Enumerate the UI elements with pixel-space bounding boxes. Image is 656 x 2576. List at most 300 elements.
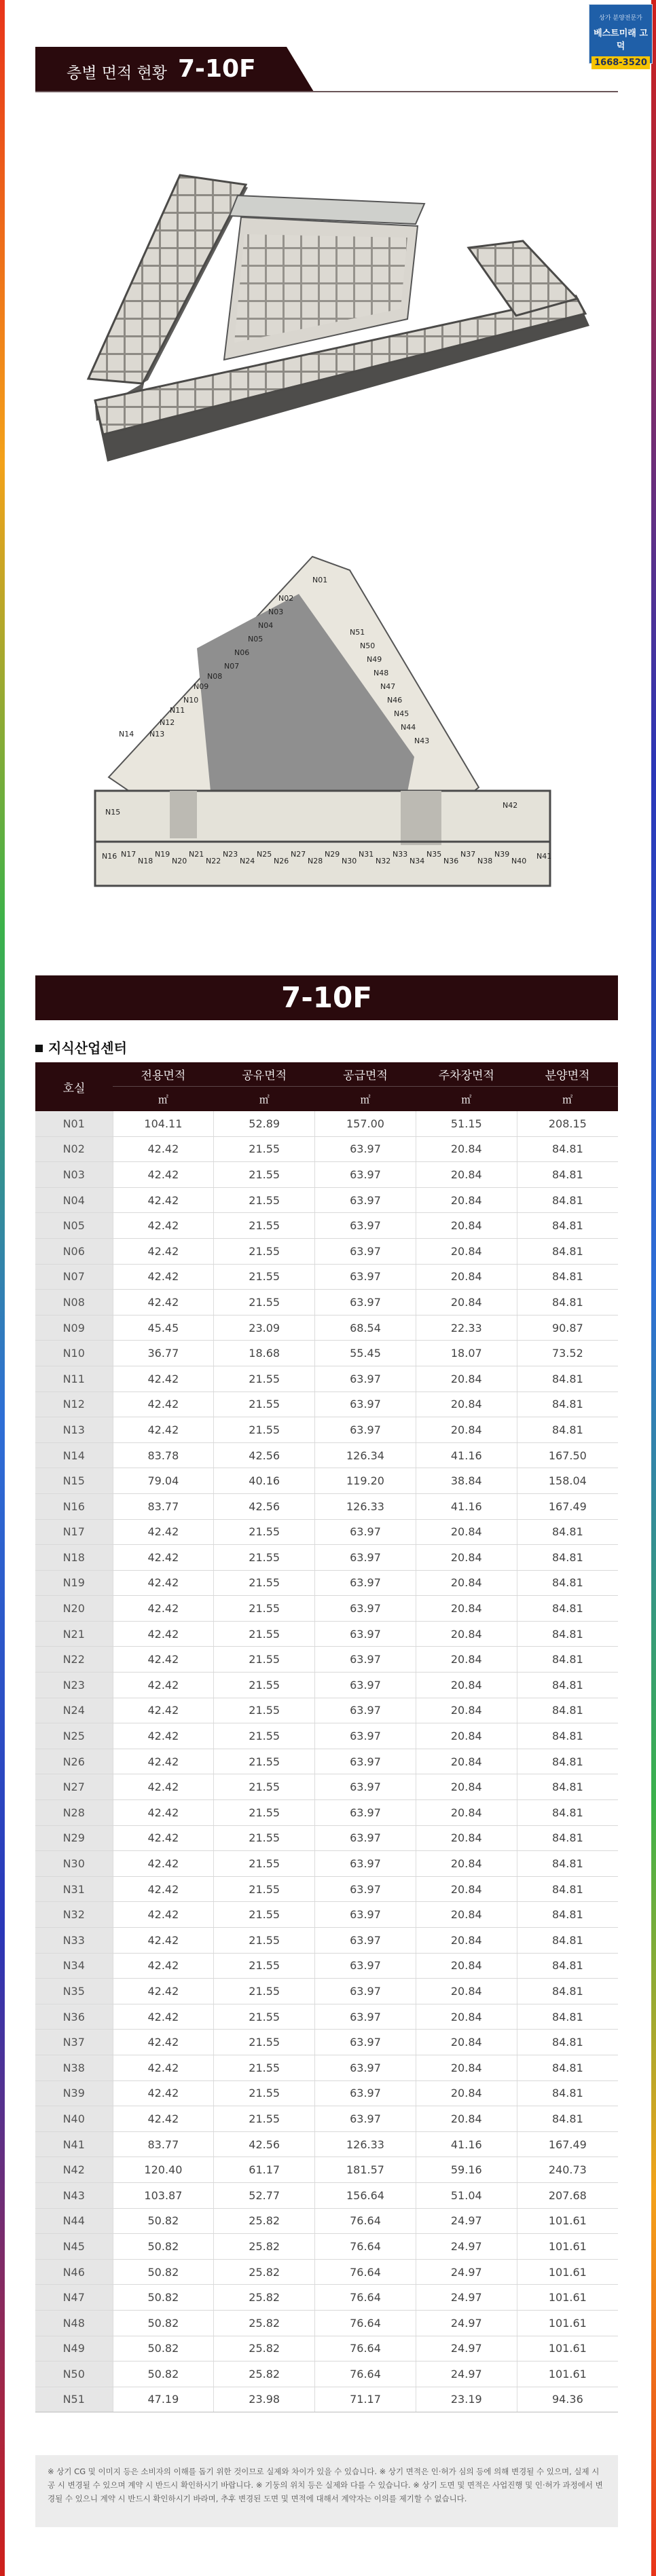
area-cell: 63.97	[315, 1749, 416, 1774]
area-cell: 52.77	[214, 2182, 315, 2208]
area-cell: 84.81	[517, 1851, 618, 1877]
plan-unit-label: N32	[376, 857, 391, 865]
area-cell: 240.73	[517, 2157, 618, 2183]
plan-unit-label: N42	[503, 801, 518, 810]
plan-unit-label: N36	[443, 857, 459, 865]
area-cell: 101.61	[517, 2336, 618, 2362]
disclaimer-box	[35, 2455, 618, 2527]
area-cell: 50.82	[113, 2234, 214, 2260]
table-row	[35, 1162, 618, 1188]
area-cell: 84.81	[517, 1366, 618, 1392]
area-cell: 63.97	[315, 2055, 416, 2080]
area-cell: 20.84	[416, 1621, 517, 1647]
area-cell: 84.81	[517, 1774, 618, 1800]
col-supply: 공급면적	[315, 1062, 416, 1087]
area-cell: 24.97	[416, 2208, 517, 2234]
area-cell: 84.81	[517, 1519, 618, 1545]
area-cell: 42.42	[113, 1673, 214, 1698]
area-cell: 84.81	[517, 2030, 618, 2055]
area-cell: 208.15	[517, 1111, 618, 1136]
area-cell: 84.81	[517, 1136, 618, 1162]
table-row	[35, 1493, 618, 1519]
area-cell: 20.84	[416, 1902, 517, 1928]
room-cell: N47	[35, 2285, 113, 2311]
area-cell: 40.16	[214, 1468, 315, 1494]
area-cell: 21.55	[214, 1545, 315, 1571]
area-cell: 42.42	[113, 1417, 214, 1443]
plan-core-left	[170, 791, 197, 838]
disclaimer-text: ※ 상기 CG 및 이미지 등은 소비자의 이해를 돕기 위한 것이므로 실제와 차이가 있을 수 있습니다. ※ 상기 면적은 인·허가 심의 등에 의해 변경될 수 있으며, 실제 시공 시 변경될 수 있으며 계약 시 반드시 확인하시기 바랍니다. ※ 기둥의 위치 등은 실제와 다를 수 있습니다. ※ 상기 도면 및 면적은 사업진행 및 인·허가 과정에서 변경될 수 있으니 계약 시 반드시 확인하시기 바라며, 추후 변경된 도면 및 면적에 대해서 계약자는 이의를 제기할 수 없습니다.	[48, 2467, 603, 2503]
area-cell: 84.81	[517, 1825, 618, 1851]
area-cell: 20.84	[416, 1545, 517, 1571]
table-row	[35, 1774, 618, 1800]
area-cell: 42.42	[113, 1238, 214, 1264]
area-cell: 63.97	[315, 1290, 416, 1315]
room-cell: N19	[35, 1570, 113, 1596]
table-row	[35, 2234, 618, 2260]
area-cell: 167.49	[517, 1493, 618, 1519]
unit-cell: ㎡	[214, 1087, 315, 1112]
floor-plan	[0, 0, 656, 923]
area-cell: 24.97	[416, 2336, 517, 2362]
area-cell: 42.42	[113, 1290, 214, 1315]
room-cell: N31	[35, 1876, 113, 1902]
area-cell: 42.42	[113, 1187, 214, 1213]
room-cell: N27	[35, 1774, 113, 1800]
room-cell: N49	[35, 2336, 113, 2362]
area-table	[35, 1062, 618, 2412]
area-cell: 42.42	[113, 2004, 214, 2030]
area-cell: 21.55	[214, 2030, 315, 2055]
room-cell: N39	[35, 2080, 113, 2106]
area-cell: 20.84	[416, 1876, 517, 1902]
room-cell: N33	[35, 1928, 113, 1954]
area-cell: 63.97	[315, 1136, 416, 1162]
plan-unit-label: N16	[102, 852, 117, 861]
area-cell: 51.15	[416, 1111, 517, 1136]
room-cell: N18	[35, 1545, 113, 1571]
plan-unit-label: N17	[121, 850, 136, 859]
area-cell: 20.84	[416, 1392, 517, 1417]
room-cell: N24	[35, 1698, 113, 1723]
room-cell: N08	[35, 1290, 113, 1315]
room-cell: N35	[35, 1979, 113, 2004]
area-cell: 63.97	[315, 1596, 416, 1622]
area-cell: 101.61	[517, 2208, 618, 2234]
table-row	[35, 1596, 618, 1622]
area-cell: 42.42	[113, 1979, 214, 2004]
room-cell: N20	[35, 1596, 113, 1622]
area-cell: 90.87	[517, 1315, 618, 1341]
area-cell: 126.33	[315, 1493, 416, 1519]
area-cell: 21.55	[214, 1366, 315, 1392]
area-cell: 21.55	[214, 2004, 315, 2030]
room-cell: N25	[35, 1723, 113, 1749]
room-cell: N06	[35, 1238, 113, 1264]
area-cell: 42.56	[214, 1442, 315, 1468]
table-row	[35, 2131, 618, 2157]
area-cell: 24.97	[416, 2362, 517, 2387]
area-cell: 50.82	[113, 2362, 214, 2387]
area-cell: 63.97	[315, 1953, 416, 1979]
area-cell: 21.55	[214, 1979, 315, 2004]
area-cell: 23.19	[416, 2387, 517, 2412]
area-cell: 20.84	[416, 1953, 517, 1979]
area-cell: 20.84	[416, 1749, 517, 1774]
table-row	[35, 1366, 618, 1392]
area-cell: 84.81	[517, 1800, 618, 1826]
plan-unit-label: N13	[149, 730, 165, 739]
plan-unit-label: N23	[223, 850, 238, 859]
badge-tagline: 상가 분양전문가	[599, 15, 642, 22]
area-cell: 42.42	[113, 1136, 214, 1162]
area-cell: 63.97	[315, 1979, 416, 2004]
room-cell: N41	[35, 2131, 113, 2157]
area-cell: 126.33	[315, 2131, 416, 2157]
room-cell: N45	[35, 2234, 113, 2260]
area-cell: 21.55	[214, 1723, 315, 1749]
area-cell: 63.97	[315, 1928, 416, 1954]
table-row	[35, 2387, 618, 2412]
area-cell: 20.84	[416, 1928, 517, 1954]
table-row	[35, 1111, 618, 1136]
plan-unit-label: N33	[393, 850, 408, 859]
area-cell: 21.55	[214, 1392, 315, 1417]
table-row	[35, 2106, 618, 2132]
badge-phone: 1668-3520	[591, 56, 650, 69]
room-cell: N07	[35, 1264, 113, 1290]
area-cell: 25.82	[214, 2208, 315, 2234]
area-table-body	[35, 1111, 618, 2412]
room-cell: N46	[35, 2259, 113, 2285]
table-row	[35, 1264, 618, 1290]
area-cell: 52.89	[214, 1111, 315, 1136]
room-cell: N42	[35, 2157, 113, 2183]
area-cell: 42.42	[113, 1723, 214, 1749]
area-cell: 84.81	[517, 1979, 618, 2004]
area-cell: 41.16	[416, 2131, 517, 2157]
table-row	[35, 2004, 618, 2030]
area-cell: 84.81	[517, 1698, 618, 1723]
area-cell: 21.55	[214, 1264, 315, 1290]
room-cell: N29	[35, 1825, 113, 1851]
area-cell: 36.77	[113, 1341, 214, 1366]
area-cell: 157.00	[315, 1111, 416, 1136]
area-cell: 103.87	[113, 2182, 214, 2208]
table-row	[35, 1213, 618, 1239]
area-cell: 63.97	[315, 2106, 416, 2132]
table-title: 지식산업센터	[35, 1037, 127, 1057]
col-room: 호실	[35, 1062, 113, 1111]
area-cell: 63.97	[315, 1774, 416, 1800]
table-row	[35, 1953, 618, 1979]
area-cell: 41.16	[416, 1493, 517, 1519]
plan-unit-label: N07	[224, 662, 240, 671]
area-cell: 18.07	[416, 1341, 517, 1366]
room-cell: N17	[35, 1519, 113, 1545]
plan-unit-label: N35	[426, 850, 442, 859]
area-cell: 84.81	[517, 1596, 618, 1622]
room-cell: N10	[35, 1341, 113, 1366]
area-cell: 25.82	[214, 2310, 315, 2336]
area-cell: 84.81	[517, 1162, 618, 1188]
area-cell: 50.82	[113, 2336, 214, 2362]
plan-unit-label: N29	[325, 850, 340, 859]
area-cell: 94.36	[517, 2387, 618, 2412]
plan-unit-label: N14	[119, 730, 134, 739]
area-cell: 20.84	[416, 1825, 517, 1851]
room-cell: N34	[35, 1953, 113, 1979]
table-row	[35, 2157, 618, 2183]
room-cell: N16	[35, 1493, 113, 1519]
plan-unit-label: N09	[194, 682, 209, 691]
area-cell: 50.82	[113, 2285, 214, 2311]
room-cell: N11	[35, 1366, 113, 1392]
area-cell: 167.50	[517, 1442, 618, 1468]
area-cell: 20.84	[416, 1698, 517, 1723]
plan-unit-label: N34	[409, 857, 425, 865]
area-cell: 42.42	[113, 1825, 214, 1851]
table-row	[35, 1187, 618, 1213]
plan-unit-label: N24	[240, 857, 255, 865]
area-cell: 42.42	[113, 1596, 214, 1622]
area-cell: 25.82	[214, 2234, 315, 2260]
area-cell: 156.64	[315, 2182, 416, 2208]
plan-unit-label: N20	[172, 857, 187, 865]
plan-unit-label: N46	[387, 696, 403, 705]
area-cell: 84.81	[517, 1213, 618, 1239]
room-cell: N14	[35, 1442, 113, 1468]
col-parking: 주차장면적	[416, 1062, 517, 1087]
unit-cell: ㎡	[315, 1087, 416, 1112]
area-cell: 63.97	[315, 1902, 416, 1928]
area-cell: 76.64	[315, 2310, 416, 2336]
area-cell: 63.97	[315, 1876, 416, 1902]
area-cell: 20.84	[416, 1596, 517, 1622]
plan-bottom-block	[95, 791, 550, 886]
unit-cell: ㎡	[517, 1087, 618, 1112]
room-cell: N13	[35, 1417, 113, 1443]
plan-unit-label: N03	[268, 608, 284, 616]
plan-unit-label: N41	[536, 852, 552, 861]
area-cell: 21.55	[214, 1698, 315, 1723]
plan-unit-label: N22	[206, 857, 221, 865]
area-cell: 20.84	[416, 1851, 517, 1877]
area-cell: 23.98	[214, 2387, 315, 2412]
room-cell: N43	[35, 2182, 113, 2208]
area-cell: 63.97	[315, 1213, 416, 1239]
area-cell: 84.81	[517, 2004, 618, 2030]
area-cell: 76.64	[315, 2285, 416, 2311]
area-cell: 18.68	[214, 1341, 315, 1366]
area-cell: 63.97	[315, 1264, 416, 1290]
plan-unit-label: N15	[105, 808, 121, 817]
plan-unit-label: N40	[511, 857, 527, 865]
area-cell: 42.42	[113, 1570, 214, 1596]
area-cell: 63.97	[315, 1825, 416, 1851]
area-cell: 21.55	[214, 2080, 315, 2106]
table-row	[35, 1698, 618, 1723]
col-exclusive: 전용면적	[113, 1062, 214, 1087]
area-cell: 20.84	[416, 1264, 517, 1290]
area-cell: 83.78	[113, 1442, 214, 1468]
badge-brand: 베스트미래 고덕	[594, 29, 648, 52]
area-cell: 21.55	[214, 1162, 315, 1188]
area-cell: 42.42	[113, 1162, 214, 1188]
area-cell: 21.55	[214, 1673, 315, 1698]
area-cell: 21.55	[214, 1570, 315, 1596]
area-cell: 84.81	[517, 1545, 618, 1571]
area-cell: 42.42	[113, 1876, 214, 1902]
area-cell: 42.56	[214, 1493, 315, 1519]
area-cell: 42.42	[113, 1647, 214, 1673]
table-row	[35, 2208, 618, 2234]
plan-unit-label: N01	[312, 576, 328, 584]
area-cell: 63.97	[315, 1621, 416, 1647]
area-cell: 83.77	[113, 1493, 214, 1519]
room-cell: N09	[35, 1315, 113, 1341]
area-cell: 20.84	[416, 1979, 517, 2004]
area-cell: 21.55	[214, 1749, 315, 1774]
area-cell: 42.56	[214, 2131, 315, 2157]
area-cell: 20.84	[416, 1162, 517, 1188]
area-cell: 55.45	[315, 1341, 416, 1366]
plan-unit-label: N12	[160, 718, 175, 727]
area-cell: 21.55	[214, 1876, 315, 1902]
room-cell: N44	[35, 2208, 113, 2234]
table-row	[35, 2055, 618, 2080]
room-cell: N04	[35, 1187, 113, 1213]
area-cell: 101.61	[517, 2310, 618, 2336]
plan-core-right	[401, 791, 441, 845]
area-cell: 63.97	[315, 1570, 416, 1596]
area-cell: 84.81	[517, 1264, 618, 1290]
unit-cell: ㎡	[113, 1087, 214, 1112]
area-cell: 84.81	[517, 1570, 618, 1596]
area-cell: 101.61	[517, 2362, 618, 2387]
table-row	[35, 1876, 618, 1902]
area-cell: 20.84	[416, 1673, 517, 1698]
header-subtitle: 층별 면적 현황	[67, 64, 167, 82]
table-row	[35, 1723, 618, 1749]
area-cell: 42.42	[113, 1749, 214, 1774]
area-cell: 76.64	[315, 2234, 416, 2260]
area-cell: 21.55	[214, 1187, 315, 1213]
area-cell: 42.42	[113, 2030, 214, 2055]
area-cell: 63.97	[315, 1545, 416, 1571]
plan-unit-label: N11	[170, 706, 185, 715]
area-cell: 84.81	[517, 1647, 618, 1673]
area-cell: 21.55	[214, 1902, 315, 1928]
section-bar: 7-10F	[35, 975, 618, 1020]
room-cell: N21	[35, 1621, 113, 1647]
area-cell: 42.42	[113, 1774, 214, 1800]
area-cell: 24.97	[416, 2310, 517, 2336]
area-cell: 21.55	[214, 2106, 315, 2132]
area-cell: 42.42	[113, 1392, 214, 1417]
plan-unit-label: N26	[274, 857, 289, 865]
table-row	[35, 1979, 618, 2004]
area-cell: 42.42	[113, 1698, 214, 1723]
area-cell: 84.81	[517, 1902, 618, 1928]
area-cell: 76.64	[315, 2362, 416, 2387]
table-row	[35, 2362, 618, 2387]
area-cell: 63.97	[315, 1851, 416, 1877]
area-cell: 83.77	[113, 2131, 214, 2157]
table-row	[35, 1621, 618, 1647]
room-cell: N03	[35, 1162, 113, 1188]
plan-unit-label: N45	[394, 709, 409, 718]
area-cell: 25.82	[214, 2336, 315, 2362]
area-cell: 42.42	[113, 2106, 214, 2132]
area-cell: 42.42	[113, 1928, 214, 1954]
room-cell: N30	[35, 1851, 113, 1877]
area-cell: 84.81	[517, 2106, 618, 2132]
room-cell: N15	[35, 1468, 113, 1494]
area-cell: 119.20	[315, 1468, 416, 1494]
table-row	[35, 1749, 618, 1774]
area-cell: 21.55	[214, 1238, 315, 1264]
area-cell: 42.42	[113, 1621, 214, 1647]
table-row	[35, 1902, 618, 1928]
area-cell: 84.81	[517, 1876, 618, 1902]
table-row	[35, 2259, 618, 2285]
area-cell: 84.81	[517, 1238, 618, 1264]
area-cell: 21.55	[214, 1774, 315, 1800]
room-cell: N40	[35, 2106, 113, 2132]
table-row	[35, 2030, 618, 2055]
plan-unit-label: N02	[278, 594, 294, 603]
area-cell: 84.81	[517, 2080, 618, 2106]
table-row	[35, 2080, 618, 2106]
table-row	[35, 1570, 618, 1596]
area-cell: 104.11	[113, 1111, 214, 1136]
area-cell: 42.42	[113, 1902, 214, 1928]
plan-unit-label: N27	[291, 850, 306, 859]
area-cell: 24.97	[416, 2234, 517, 2260]
area-cell: 20.84	[416, 1417, 517, 1443]
area-cell: 63.97	[315, 1417, 416, 1443]
table-row	[35, 1417, 618, 1443]
plan-unit-label: N18	[138, 857, 153, 865]
area-cell: 63.97	[315, 1698, 416, 1723]
plan-unit-label: N04	[258, 621, 274, 630]
plan-unit-label: N49	[367, 655, 382, 664]
area-cell: 63.97	[315, 1366, 416, 1392]
area-cell: 84.81	[517, 1953, 618, 1979]
unit-cell: ㎡	[416, 1087, 517, 1112]
area-cell: 63.97	[315, 1187, 416, 1213]
area-cell: 42.42	[113, 1213, 214, 1239]
area-cell: 24.97	[416, 2285, 517, 2311]
area-cell: 84.81	[517, 1928, 618, 1954]
table-row	[35, 1825, 618, 1851]
room-cell: N22	[35, 1647, 113, 1673]
plan-unit-label: N51	[350, 628, 365, 637]
room-cell: N26	[35, 1749, 113, 1774]
area-cell: 120.40	[113, 2157, 214, 2183]
area-cell: 101.61	[517, 2234, 618, 2260]
room-cell: N05	[35, 1213, 113, 1239]
area-cell: 61.17	[214, 2157, 315, 2183]
area-cell: 84.81	[517, 1290, 618, 1315]
area-cell: 63.97	[315, 1162, 416, 1188]
table-row	[35, 1519, 618, 1545]
table-row	[35, 1341, 618, 1366]
area-cell: 158.04	[517, 1468, 618, 1494]
area-cell: 50.82	[113, 2208, 214, 2234]
plan-unit-label: N50	[360, 641, 376, 650]
